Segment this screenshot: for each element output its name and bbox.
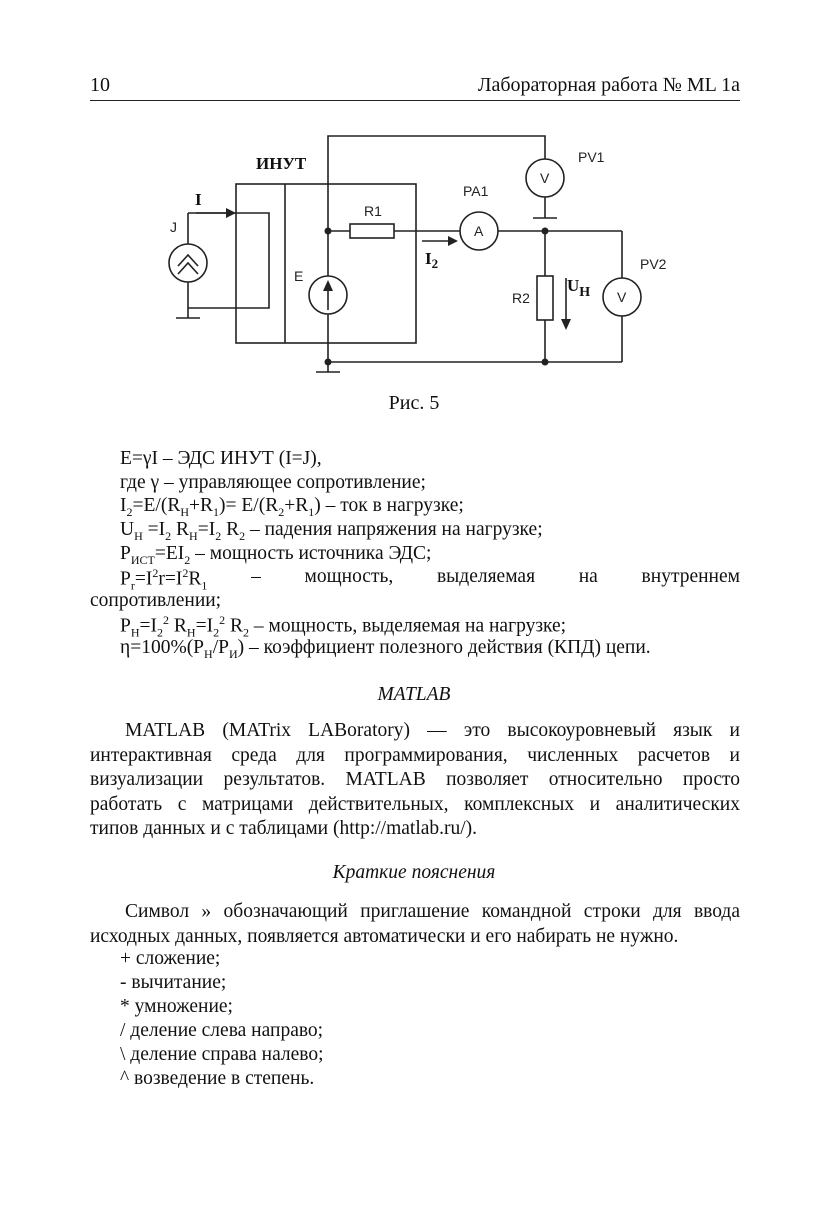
formula-load-power: $P_H=I_2^2$ $R_H=I_2^2$ $R_2$ – мощность, выделяемая на нагрузке; bbox=[120, 613, 567, 640]
formula-gamma: где γ – управляющее сопротивление; bbox=[120, 472, 426, 493]
formula-internal-power-cont: сопротивлении; bbox=[90, 590, 222, 611]
label-j: J bbox=[170, 219, 177, 235]
inut-block bbox=[236, 184, 416, 343]
list-item: \ деление справа налево; bbox=[120, 1044, 324, 1065]
label-v1: V bbox=[540, 170, 550, 186]
formula-voltage: $U_H =I_2$ $R_H=I_2$ $R_2$ – падения напряжения на нагрузке; bbox=[120, 519, 543, 543]
notes-heading: Краткие пояснения bbox=[332, 862, 496, 883]
resistor-r2 bbox=[537, 276, 553, 320]
label-inut: ИНУТ bbox=[256, 154, 307, 173]
formula-current: $I_2=E/(R_H+R_1)= E/(R_2+R_1)$ – ток в нагрузке; bbox=[120, 495, 464, 519]
list-item: + сложение; bbox=[120, 948, 221, 969]
resistor-r1 bbox=[350, 224, 394, 238]
label-i2: $I_2$ bbox=[425, 249, 439, 271]
formula-source-power: $P_{ИСТ}=EI_2$ – мощность источника ЭДС; bbox=[120, 543, 432, 567]
label-pv2: PV2 bbox=[640, 256, 667, 272]
list-item: * умножение; bbox=[120, 996, 233, 1017]
circuit-diagram bbox=[0, 0, 828, 390]
list-item: / деление слева направо; bbox=[120, 1020, 324, 1041]
page-number: 10 bbox=[90, 74, 110, 96]
label-e: E bbox=[294, 268, 304, 284]
running-title: Лабораторная работа № ML 1a bbox=[477, 74, 740, 96]
label-r2: R2 bbox=[512, 290, 530, 306]
matlab-heading: MATLAB bbox=[377, 684, 451, 705]
formula-internal-power: $P_r=I^2r=I^2R_1$ – мощность, выделяемая на внутреннем bbox=[120, 566, 740, 593]
formula-efficiency: $\eta=100\%(P_H/P_И)$ – коэффициент полезного действия (КПД) цепи. bbox=[120, 637, 651, 661]
label-pv1: PV1 bbox=[578, 149, 605, 165]
label-pa1: PA1 bbox=[463, 183, 489, 199]
list-item: ^ возведение в степень. bbox=[120, 1068, 315, 1089]
label-uh: $U_H$ bbox=[567, 276, 591, 300]
label-a: A bbox=[474, 223, 484, 239]
matlab-paragraph: MATLAB (MATrix LABoratory) — это высокоуровневый язык и интерактивная среда для программирования, численных расчетов и визуализации результатов. MATLAB позволяет относительно просто работать с матрицами действительных, комплексных и аналитических типов данных и с таблицами (http://matlab.ru/). bbox=[90, 720, 740, 839]
label-v2: V bbox=[617, 289, 627, 305]
figure-caption: Рис. 5 bbox=[388, 392, 440, 414]
label-r1: R1 bbox=[364, 203, 382, 219]
formula-emf: E=γI – ЭДС ИНУТ (I=J), bbox=[120, 448, 322, 469]
notes-paragraph: Символ » обозначающий приглашение командной строки для ввода исходных данных, появляется автоматически и его набирать не нужно. bbox=[90, 901, 740, 947]
list-item: - вычитание; bbox=[120, 972, 227, 993]
label-i: I bbox=[195, 190, 202, 209]
